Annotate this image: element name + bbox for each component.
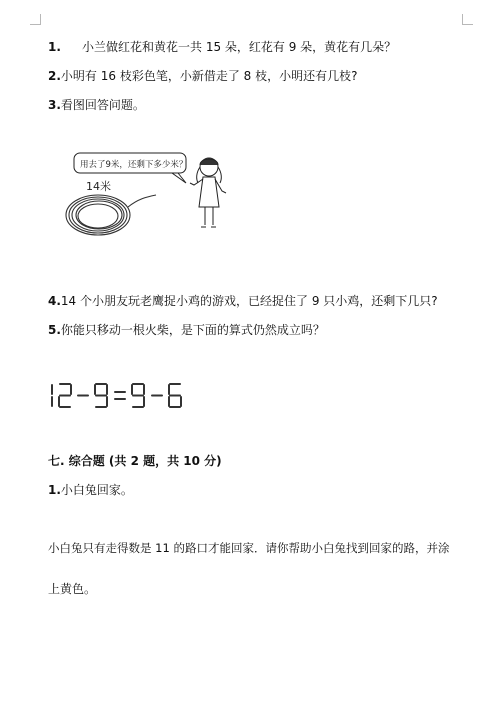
- question-text: 看图回答问题。: [60, 98, 145, 112]
- girl-figure: [186, 155, 232, 237]
- question-number: 1.: [48, 483, 61, 497]
- section-7-heading: 七. 综合题 (共 2 题，共 10 分): [48, 454, 222, 468]
- matchstick-equation: [48, 382, 188, 410]
- question-text: 小明有 16 枝彩色笔，小新借走了 8 枝，小明还有几枝?: [60, 69, 358, 83]
- question-number: 3.: [48, 98, 61, 112]
- question-text: 小兰做红花和黄花一共 15 朵，红花有 9 朵，黄花有几朵？: [82, 40, 397, 54]
- page-corner-mark-left: [30, 14, 41, 25]
- question-5: [48, 322, 325, 338]
- page-corner-mark-right: [462, 14, 473, 25]
- question-2: [48, 68, 357, 84]
- speech-bubble-text: 用去了9米，还剩下多少米？: [80, 160, 188, 170]
- section-7-item-1: [48, 482, 133, 498]
- question-number: 4.: [48, 294, 61, 308]
- question-number: 1.: [48, 40, 61, 54]
- rope-coil: [66, 195, 156, 235]
- paragraph-line-2: 上黄色。: [48, 582, 97, 596]
- question-number: 5.: [48, 323, 61, 337]
- question-text: 14 个小朋友玩老鹰捉小鸡的游戏，已经捉住了 9 只小鸡，还剩下几只?: [60, 294, 438, 308]
- question-text: 小白兔回家。: [60, 483, 133, 497]
- question-1: [48, 39, 396, 55]
- question-text: 你能只移动一根火柴，是下面的算式仍然成立吗？: [60, 323, 325, 337]
- question-3: [48, 97, 145, 113]
- paragraph-line-1: 小白兔只有走得数是 11 的路口才能回家．请你帮助小白兔找到回家的路，并涂: [48, 541, 450, 555]
- rope-length-label: 14米: [86, 180, 111, 193]
- question-4: [48, 293, 438, 309]
- question-number: 2.: [48, 69, 61, 83]
